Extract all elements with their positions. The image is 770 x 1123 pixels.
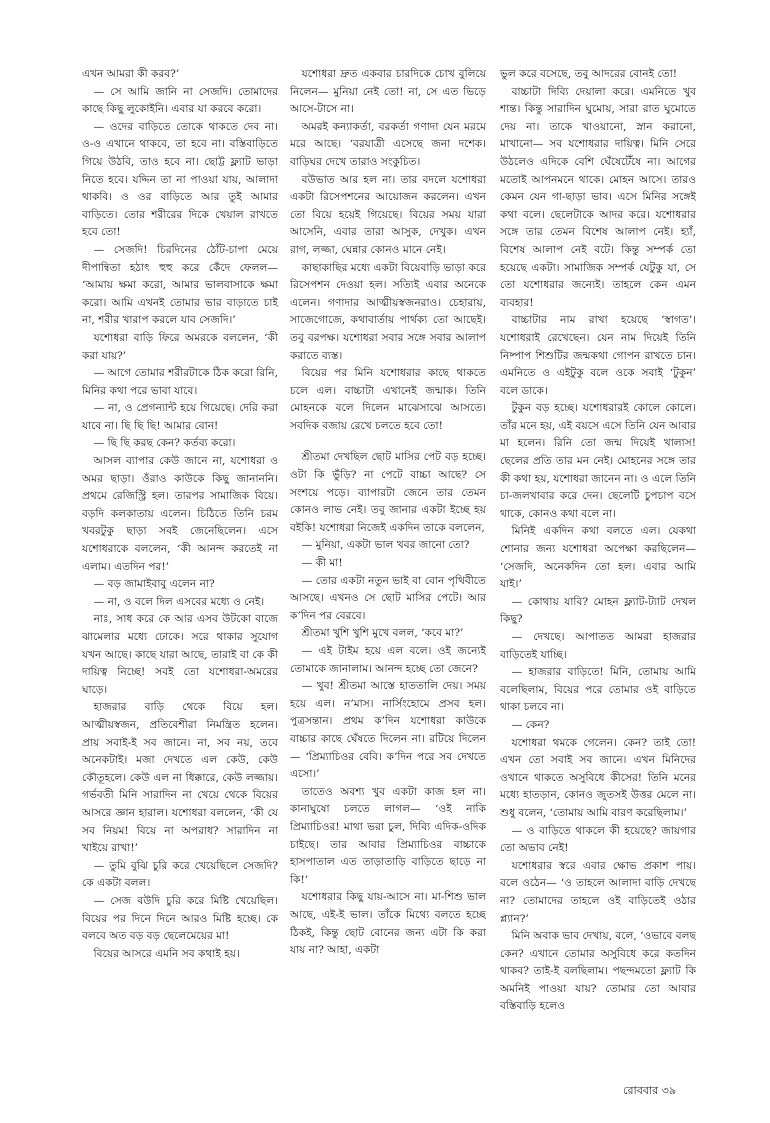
- paragraph: — এই টাইম হয়ে এল বলে। ওই জন্যেই তোমাকে জানালাম। আনন্দ হচ্ছে তো জেনে?: [290, 645, 486, 675]
- paragraph: তাতেও অবশ্য খুব একটা কাজ হল না। কানাঘুষো চলতে লাগল— ‘ওই নাকি প্রিম্যাচিওর! মাথা ভরা চুল, দিব্যি এদিক-ওদিক চাইছে। তার আবার প্রিম্যাচিওর বাচ্চাকে হাসপাতাল এত তাড়াতাড়ি বাড়িতে ছাড়ে না কি!’: [290, 785, 486, 886]
- paragraph: নাঃ, সাধ করে কে আর এসব উটকো বাজে ঝামেলার মধ্যে ঢোকে। সরে থাকার সুযোগ যখন আছে। কাছে যারা আছে, তারাই বা কে কী দায়িত্ব নিচ্ছে! সবই তো যশোধরা-অমরের ঘাড়ে।: [82, 613, 278, 696]
- paragraph: কাছাকাছির মধ্যে একটা বিয়েবাড়ি ভাড়া করে রিসেপশন দেওয়া হল। সত্যিই এবার অনেকে এলেন। গণাদার আত্মীয়স্বজনরাও। চেহারায়, সাজেগোজে, কথাবার্তায় পার্থক্য তো আছেই। তবু বরপক্ষ। যশোধরা সবার সঙ্গে সবার আলাপ করাতে ব্যস্ত।: [290, 261, 486, 362]
- paragraph: — তোর একটা নতুন ভাই বা বোন পৃথিবীতে আসছে। এখনও সে ছোট মাসির পেটে। আর ক’দিন পর বেরবে।: [290, 574, 486, 622]
- text-column-2: [290, 66, 486, 1078]
- section-break: [290, 435, 486, 449]
- paragraph: মিনিই একদিন কথা বলতে এল। যেকথা শোনার জন্য যশোধরা অপেক্ষা করছিলেন— ‘সেজদি, অনেকদিন তো হল। এবার আমি যাই।’: [500, 525, 696, 591]
- paragraph: — কী মা!: [301, 557, 343, 570]
- paragraph: — না, ও প্রেগন্যান্ট হয়ে গিয়েছে। দেরি করা যাবে না। ছি ছি ছি! আমার বোন!: [82, 402, 278, 432]
- paragraph: — ওদের বাড়িতে তোকে থাকতে দেব না। ও-ও এখানে থাকবে, তা হবে না। বস্তিবাড়িতে গিয়ে উঠবি, তাও হবে না। ছোট্ট ফ্ল্যাট ভাড়া নিতে হবে। যদ্দিন তা না পাওয়া যায়, আলাদা থাকবি। ও ওর বাড়িতে আর তুই আমার বাড়িতে। তোর শরীরের দিকে খেয়াল রাখতে হবে তো!: [82, 120, 278, 239]
- paragraph: — সেজদি! চিরদিনের ঠোঁট-চাপা মেয়ে দীপান্বিতা হঠাৎ হুহু করে কেঁদে ফেলল— ‘আমায় ক্ষমা করো, আমার ভালবাসাকে ক্ষমা করো। আমি এখনই তোমার ভার বাড়াতে চাই না, শরীর খারাপ করলে যাব সেজদি।’: [82, 243, 278, 327]
- paragraph: — বড় জামাইবাবু এলেন না?: [93, 578, 215, 591]
- paragraph: — ছি ছি করছ কেন? কর্তব্য করো।: [93, 437, 236, 450]
- paragraph: শ্রীতমা খুশি খুশি মুখে বলল, ‘কবে মা?’: [301, 627, 464, 640]
- paragraph: বিয়ের পর মিনি যশোধরার কাছে থাকতে চলে এল। বাচ্চাটা এখানেই জন্মাক। তিনি মোহনকে বলে দিলেন মাঝেসাঝে আসতে। সবদিক বজায় রেখে চলতে হবে তো!: [290, 367, 486, 432]
- paragraph: যশোধরার স্বরে এবার ক্ষোভ প্রকাশ পায়। বলে ওঠেন— ‘ও তাহলে আলাদা বাড়ি দেখছে না? তোমাদের তাহলে ওই বাড়িতেই ওঠার প্ল্যান?’: [500, 859, 696, 925]
- paragraph: মিনি অবাক ভাব দেখায়, বলে, ‘ওভাবে বলছ কেন? এখানে তোমার অসুবিধে করে কতদিন থাকব? তাই-ই বলছিলাম। পছন্দমতো ফ্ল্যাট কি অমনিই পাওয়া যায়? তোমার তো আবার বস্তিবাড়ি হলেও: [500, 930, 696, 1013]
- paragraph: — না, ও বলে দিল এসবের মধ্যে ও নেই।: [93, 595, 265, 608]
- paragraph: যশোধরা থমকে গেলেন। কেন? তাই তো! এখন তো সবাই সব জানে। এখন মিনিদের ওখানে থাকতে অসুবিধে কীসের! তিনি মনের মধ্যে হাতড়ান, কোনও জুতসই উত্তর মেলে না। শুধু বলেন, ‘তোমায় আমি বারণ করেছিলাম।’: [500, 736, 696, 819]
- paragraph: যশোধরা বাড়ি ফিরে অমরকে বললেন, ‘কী করা যায়?’: [82, 331, 278, 362]
- paragraph: অমরই কন্যাকর্তা, বরকর্তা গণাদা যেন মরমে মরে আছে। ‘বরযাত্রী এসেছে জনা দশেক। বাড়িঘর দেখে তারাও সংকুচিত।: [290, 120, 486, 168]
- paragraph: আসল ব্যাপার কেউ জানে না, যশোধরা ও অমর ছাড়া। ওঁরাও কাউকে কিছু জানাননি। প্রথমে রেজিস্ট্রি হল। তারপর সামাজিক বিয়ে। বড়দি কলকাতায় এলেন। চিঠিতে তিনি চরম খবরটুকু ছাড়া সবই জেনেছিলেন। এসে যশোধরাকে বললেন, ‘কী আনন্দ করতেই না এলাম। এতদিন পর!’: [82, 455, 278, 573]
- paragraph: হাজরার বাড়ি থেকে বিয়ে হল। আত্মীয়স্বজন, প্রতিবেশীরা নিমন্ত্রিত হলেন। প্রায় সবাই-ই সব জানে। না, সব নয়, তবে অনেকটাই। মজা দেখতে এল কেউ, কেউ কৌতূহলে। কেউ এল না ধিক্কারে, কেউ লজ্জায়। গর্ভবতী মিনি সারাদিন না খেয়ে থেকে বিয়ের আসরে জ্ঞান হারাল। যশোধরা বললেন, ‘কী যে সব নিয়ম! বিয়ে না অপরাধ? সারাদিন না খাইয়ে রাখা!’: [82, 701, 278, 855]
- paragraph: — কেন?: [511, 718, 550, 731]
- text-column-3: [500, 66, 696, 1078]
- paragraph: — কোথায় যাবি? মোহন ফ্ল্যাট-ট্যাট দেখল কিছু?: [500, 595, 696, 626]
- paragraph: বিয়ের আসরে এমনি সব কথাই হয়।: [93, 947, 240, 960]
- paragraph: যশোধরার কিছু যায়-আসে না। মা-শিশু ভাল আছে, এই-ই ভাল। তাঁকে মিথ্যে বলতে হচ্ছে ঠিকই, কিন্তু ছোট বোনের জন্য এটা কি করা যায় না? আহা, একটা: [290, 891, 486, 957]
- paragraph: — ও বাড়িতে থাকলে কী হয়েছে? জায়গার তো অভাব নেই!: [500, 824, 696, 855]
- paragraph: যশোধরা দ্রুত একবার চারদিকে চোখ বুলিয়ে নিলেন— মুনিয়া নেই তো! না, সে এত ভিড়ে আসে-টাসে না।: [290, 68, 486, 116]
- paragraph: বাচ্চাটার নাম রাখা হয়েছে ‘স্বাগত’। যশোধরাই রেখেছেন। যেন নাম দিয়েই তিনি নিষ্পাপ শিশুটির জন্মকথা গোপন রাখতে চান। এমনিতে ও এইটুকু বলে ওকে সবাই ‘টুকুন’ বলে ডাকে।: [500, 314, 696, 397]
- paragraph: — সেজ বউদি চুরি করে মিষ্টি খেয়েছিল। বিয়ের পর দিনে দিনে আরও মিষ্টি হচ্ছে। কে বলবে অত বড় বড় ছেলেমেয়ের মা!: [82, 894, 278, 943]
- text-column-1: [82, 66, 278, 1078]
- paragraph: টুকুন বড় হচ্ছে। যশোধরারই কোলে কোলে। তাঁর মনে হয়, এই বয়সে এসে তিনি যেন আবার মা হলেন। রিনি তো জন্ম দিয়েই খালাস! ছেলের প্রতি তার মন নেই। মোহনের সঙ্গে তার কী কথা হয়, যশোধরা জানেন না। ও এলে তিনি চা-জলখাবার করে দেন। ছেলেটি চুপচাপ বসে থাকে, কোনও কথা বলে না।: [500, 402, 696, 520]
- paragraph: — হাজরার বাড়িতে! মিনি, তোমায় আমি বলেছিলাম, বিয়ের পরে তোমার ওই বাড়িতে থাকা চলবে না।: [500, 666, 696, 714]
- paragraph: বউভাত আর হল না। তার বদলে যশোধরা একটা রিসেপশনের আয়োজন করলেন। এখন তো বিয়ে হয়েই গিয়েছে। বিয়ের সময় যারা আসেনি, এবার তারা আসুক, দেখুক। এখন রাগ, লজ্জা, ঘেন্নার কোনও মানে নেই।: [290, 173, 486, 256]
- page-footer: রোববার ৩৯: [623, 1084, 676, 1097]
- paragraph: ভুল করে বসেছে, তবু আদরের বোনই তো!: [500, 68, 678, 80]
- paragraph: শ্রীতমা দেখছিল ছোট মাসির পেট বড় হচ্ছে। ওটা কি ভুঁড়ি? না পেটে বাচ্চা আছে? সে সংশয়ে পড়ে। ব্যাপারটা জেনে তার তেমন কোনও লাভ নেই। তবু জানার একটা ইচ্ছে হয় বইকি! যশোধরা নিজেই একদিন তাকে বললেন,: [290, 451, 486, 534]
- paragraph: — আগে তোমার শরীরটাকে ঠিক করো রিনি, মিনির কথা পরে ভাবা যাবে।: [82, 367, 278, 397]
- paragraph: — সে আমি জানি না সেজদি। তোমাদের কাছে কিছু লুকোইনি। এবার যা করবে করো।: [82, 85, 278, 116]
- paragraph: — মুনিয়া, একটা ভাল খবর জানো তো?: [301, 539, 470, 552]
- paragraph: — খুব! শ্রীতমা আস্তে হাততালি দেয়। সময় হয়ে এল। ন’মাস। নার্সিংহোমে প্রসব হল। পুত্রসন্তান। প্রথম ক’দিন যশোধরা কাউকে বাচ্চার কাছে ঘেঁষতে দিলেন না। রটিয়ে দিলেন— ‘প্রিম্যাচিওর বেবি। ক’দিন পরে সব দেখতে এসো।’: [290, 680, 486, 781]
- paragraph: বাচ্চাটা দিব্যি দেয়ালা করে। এমনিতে খুব শান্ত। কিন্তু সারাদিন ঘুমোয়, সারা রাত ঘুমোতে দেয় না। তাকে খাওয়ানো, স্নান করানো, মাখানো— সব যশোধরার দায়িত্ব। মিনি সেরে উঠলেও এদিকে বেশি ঘেঁষেটেঁষে না। আগের মতোই আপনমনে থাকে। মোহন আসে। তারও কেমন যেন গা-ছাড়া ভাব। এসে মিনির সঙ্গেই কথা বলে। ছেলেটাকে আদর করে। যশোধরার সঙ্গে তার তেমন বিশেষ আলাপ নেই। হ্যাঁ, বিশেষ আলাপ নেই বটে। কিন্তু সম্পর্ক তো হয়েছে একটা। সামাজিক সম্পর্ক যেটুকু যা, সে তো যশোধরার জন্যেই। তাহলে কেন এমন ব্যবহার!: [500, 85, 696, 309]
- paragraph: — তুমি বুঝি চুরি করে খেয়েছিলে সেজদি? কে একটা বলল।: [82, 859, 278, 890]
- paragraph: — দেখছে। আপাতত আমরা হাজরার বাড়িতেই যাচ্ছি।: [500, 631, 696, 661]
- paragraph: এখন আমরা কী করব?’: [82, 68, 180, 80]
